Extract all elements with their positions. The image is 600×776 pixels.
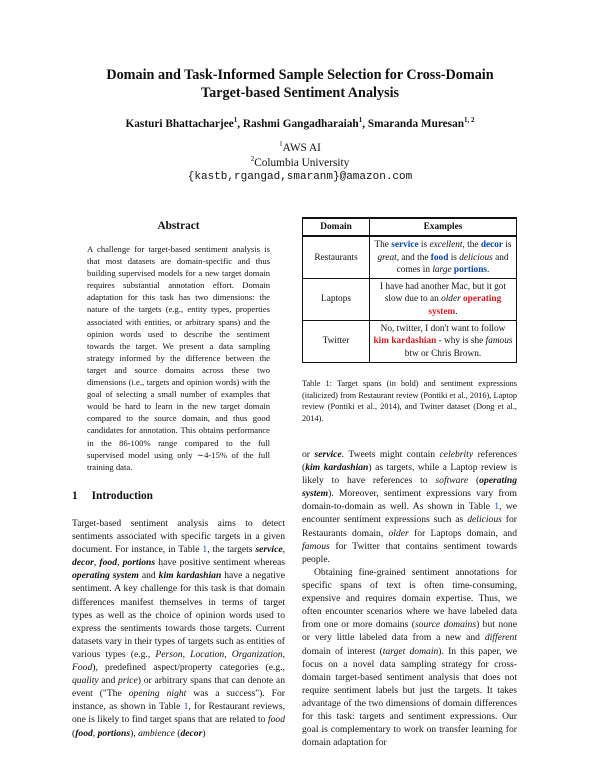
table-header-examples: Examples [370, 218, 517, 236]
table-row: Restaurants The service is excellent, the decor is great, and the food is delicious and comes in large portions. [303, 236, 517, 278]
affiliation-2: $^2$Columbia University [250, 155, 350, 169]
author-name: Rashmi Gangadharaiah [242, 118, 359, 130]
table-caption: Table 1: Target spans (in bold) and sentiment expressions (italicized) from Restaurant review (Pontiki et al., 2016), Laptop review (Pontiki et al., 2014), and Twitter dataset (Dong et al., 2014). [302, 379, 517, 423]
section-heading: 1 Introduction [72, 490, 153, 502]
abstract-body: A challenge for target-based sentiment analysis is that most datasets are domain-specific and thus building supervised models for a new target domain requires substantial annotation effort. Domain adaptation for this task has two dimensions: the nature of the targets (e.g., entity types, properties associated with entities, or arbitrary spans) and the opinion words used to describe the sentiment towards the target. We present a data sampling strategy informed by the difference between the target and source domains across these two dimensions (i.e., targets and opinion words) with the goal of selecting a small number of examples that would be hard to learn in the new target domain compared to the source domain, and thus good candidates for annotation. This obtains performance in the 86-100% range compared to the full supervised model using only ∼4-15% of the full training data. [87, 244, 270, 472]
table-row: Twitter No, twitter, I don't want to follow kim kardashian - why is she famous btw or Chris Brown. [303, 321, 517, 363]
table-row: Laptops I have had another Mac, but it got slow due to an older operating system. [303, 279, 517, 321]
intro-paragraph-2: Obtaining fine-grained sentiment annotations for specific spans of text is often time-consuming, expensive and requires domain expertise. Thus, we often encounter scenarios where we have labeled data from one or more domains (source domains) but none or very little labeled data from a new and different domain of interest (target domain). In this paper, we focus on a novel data sampling strategy for cross-domain target-based sentiment analysis that does not require sentiment labels but just the targets. It takes advantage of the two dimensions of domain differences for this task: targets and sentiment expressions. Our goal is complementary to work on transfer learning for domain adaptation for [302, 567, 517, 749]
author-name: Smaranda Muresan [367, 118, 465, 130]
author-email: {kastb,rgangad,smaranm}@amazon.com [187, 171, 413, 183]
intro-text: Target-based sentiment analysis aims to detect sentiments associated with specific targets in a given document. For instance, in Table 1, the targets service, decor, food, portions have positive sentiment whereas operating system and kim kardashian have a negative sentiment. A key challenge for this task is that domain differences manifest themselves in terms of target types as well as the choice of opinion words used to express the sentiments towards those targets. Current datasets vary in their types of targets such as entities of various types (e.g., Person, Location, Organization, Food), predefined aspect/property categories (e.g., quality and price) or arbitrary spans that can denote an event ("The opening night was a success"). For instance, as shown in Table 1, for Restaurant reviews, one is likely to find target spans that are related to food (food, portions), ambience (decor) [72, 518, 286, 739]
author-list: Kasturi Bhattacharjee$^1$, Rashmi Gangadharaiah$^1$, Smaranda Muresan$^{1, 2}$ [125, 116, 475, 130]
table-header-domain: Domain [303, 218, 370, 236]
examples-table [302, 217, 517, 363]
abstract-heading: Abstract [157, 220, 200, 232]
intro-text-continued: or service. Tweets might contain celebrity references (kim kardashian) as targets, while a Laptop review is likely to have references to software (operating system). Moreover, sentiment expressions vary from domain-to-domain as well. As shown in Table 1, we encounter sentiment expressions such as delicious for Restaurants domain, older for Laptops domain, and famous for Twitter that contains sentiment towards people. [302, 449, 518, 565]
affiliation-1: $^1$AWS AI [279, 140, 321, 154]
paper-title: Domain and Task-Informed Sample Selection for Cross-Domain Target-based Sentiment Analysis [106, 67, 494, 101]
author-name: Kasturi Bhattacharjee [125, 118, 234, 130]
